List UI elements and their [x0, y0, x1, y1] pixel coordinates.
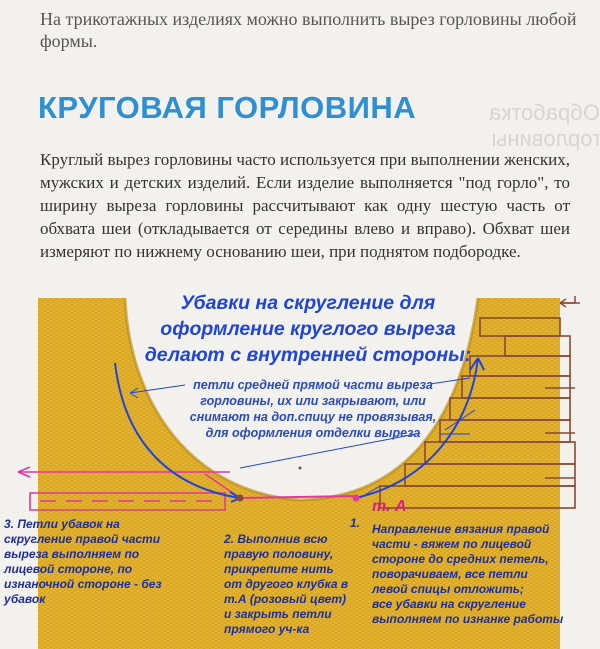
note-step-1	[372, 522, 598, 627]
note-mid-line-3: прикрепите нить	[224, 562, 334, 576]
note-right-line-3: стороне до средних петель,	[372, 552, 549, 566]
note-left-line-4: лицевой стороне, по	[4, 562, 133, 576]
note-mid-line-2: правую половину,	[224, 547, 334, 561]
note-mid-line-5: т.А (розовый цвет)	[224, 592, 346, 606]
note-left-line-1: 3. Петли убавок на	[4, 517, 120, 531]
note-mid-line-6: и закрыть петли	[224, 607, 332, 621]
middle-note-line-2: горловины, их или закрывают, или	[200, 394, 426, 408]
note-right-line-1: Направление вязания правой	[372, 522, 550, 536]
note-right-line-6: все убавки на скругление	[372, 597, 526, 611]
page-heading: КРУГОВАЯ ГОРЛОВИНА	[38, 90, 417, 125]
diagram-title	[118, 290, 498, 368]
note-mid-line-7: прямого уч-ка	[224, 622, 310, 636]
point-a-marker	[353, 495, 360, 502]
note-left-line-3: выреза выполняем по	[4, 547, 140, 561]
title-line-1: Убавки на скругление для	[180, 292, 436, 314]
note-right-line-4: поворачиваем, все петли	[372, 567, 528, 581]
note-step-3	[4, 517, 209, 607]
left-point-marker	[237, 495, 244, 502]
note-mid-line-1: 2. Выполнив всю	[224, 532, 328, 546]
body-paragraph: Круглый вырез горловины часто используется при выполнении женских, мужских и детских изделий. Если изделие выполняется "под горло", то ширину выреза горловины рассчитывают как одну шестую часть от обхвата шеи (откладывается от середины влево и вправо). Обхват шеи измеряют по нижнему основанию шеи, при поднятом подбородке.	[40, 150, 570, 261]
center-dot	[299, 467, 302, 470]
note-left-line-5: изнаночной стороне - без	[4, 577, 162, 591]
bleed-through-text: Обработка горловины	[489, 100, 600, 151]
note-right-line-2: части - вяжем по лицевой	[372, 537, 532, 551]
middle-note-line-3: снимают на доп.спицу не провязывая,	[189, 410, 437, 424]
note-left-line-6: убавок	[4, 592, 46, 606]
note-right-line-7: выполняем по изнанке работы	[372, 612, 564, 626]
middle-stitches-note	[168, 377, 458, 441]
step-one-marker: 1.	[350, 516, 361, 530]
note-step-2	[224, 532, 364, 637]
note-mid-line-4: от другого клубка в	[224, 577, 349, 591]
middle-note-line-1: петли средней прямой части выреза	[193, 378, 433, 392]
middle-note-line-4: для оформления отделки выреза	[205, 426, 421, 440]
title-line-3: делают с внутренней стороны:	[144, 344, 472, 366]
title-line-2: оформление круглого выреза	[160, 318, 456, 340]
intro-text: На трикотажных изделиях можно выполнить вырез горловины любой формы.	[40, 9, 577, 51]
note-left-line-2: скругление правой части	[4, 532, 161, 546]
note-right-line-5: левой спицы отложить;	[372, 582, 524, 596]
point-a-label: т. А	[372, 498, 407, 515]
